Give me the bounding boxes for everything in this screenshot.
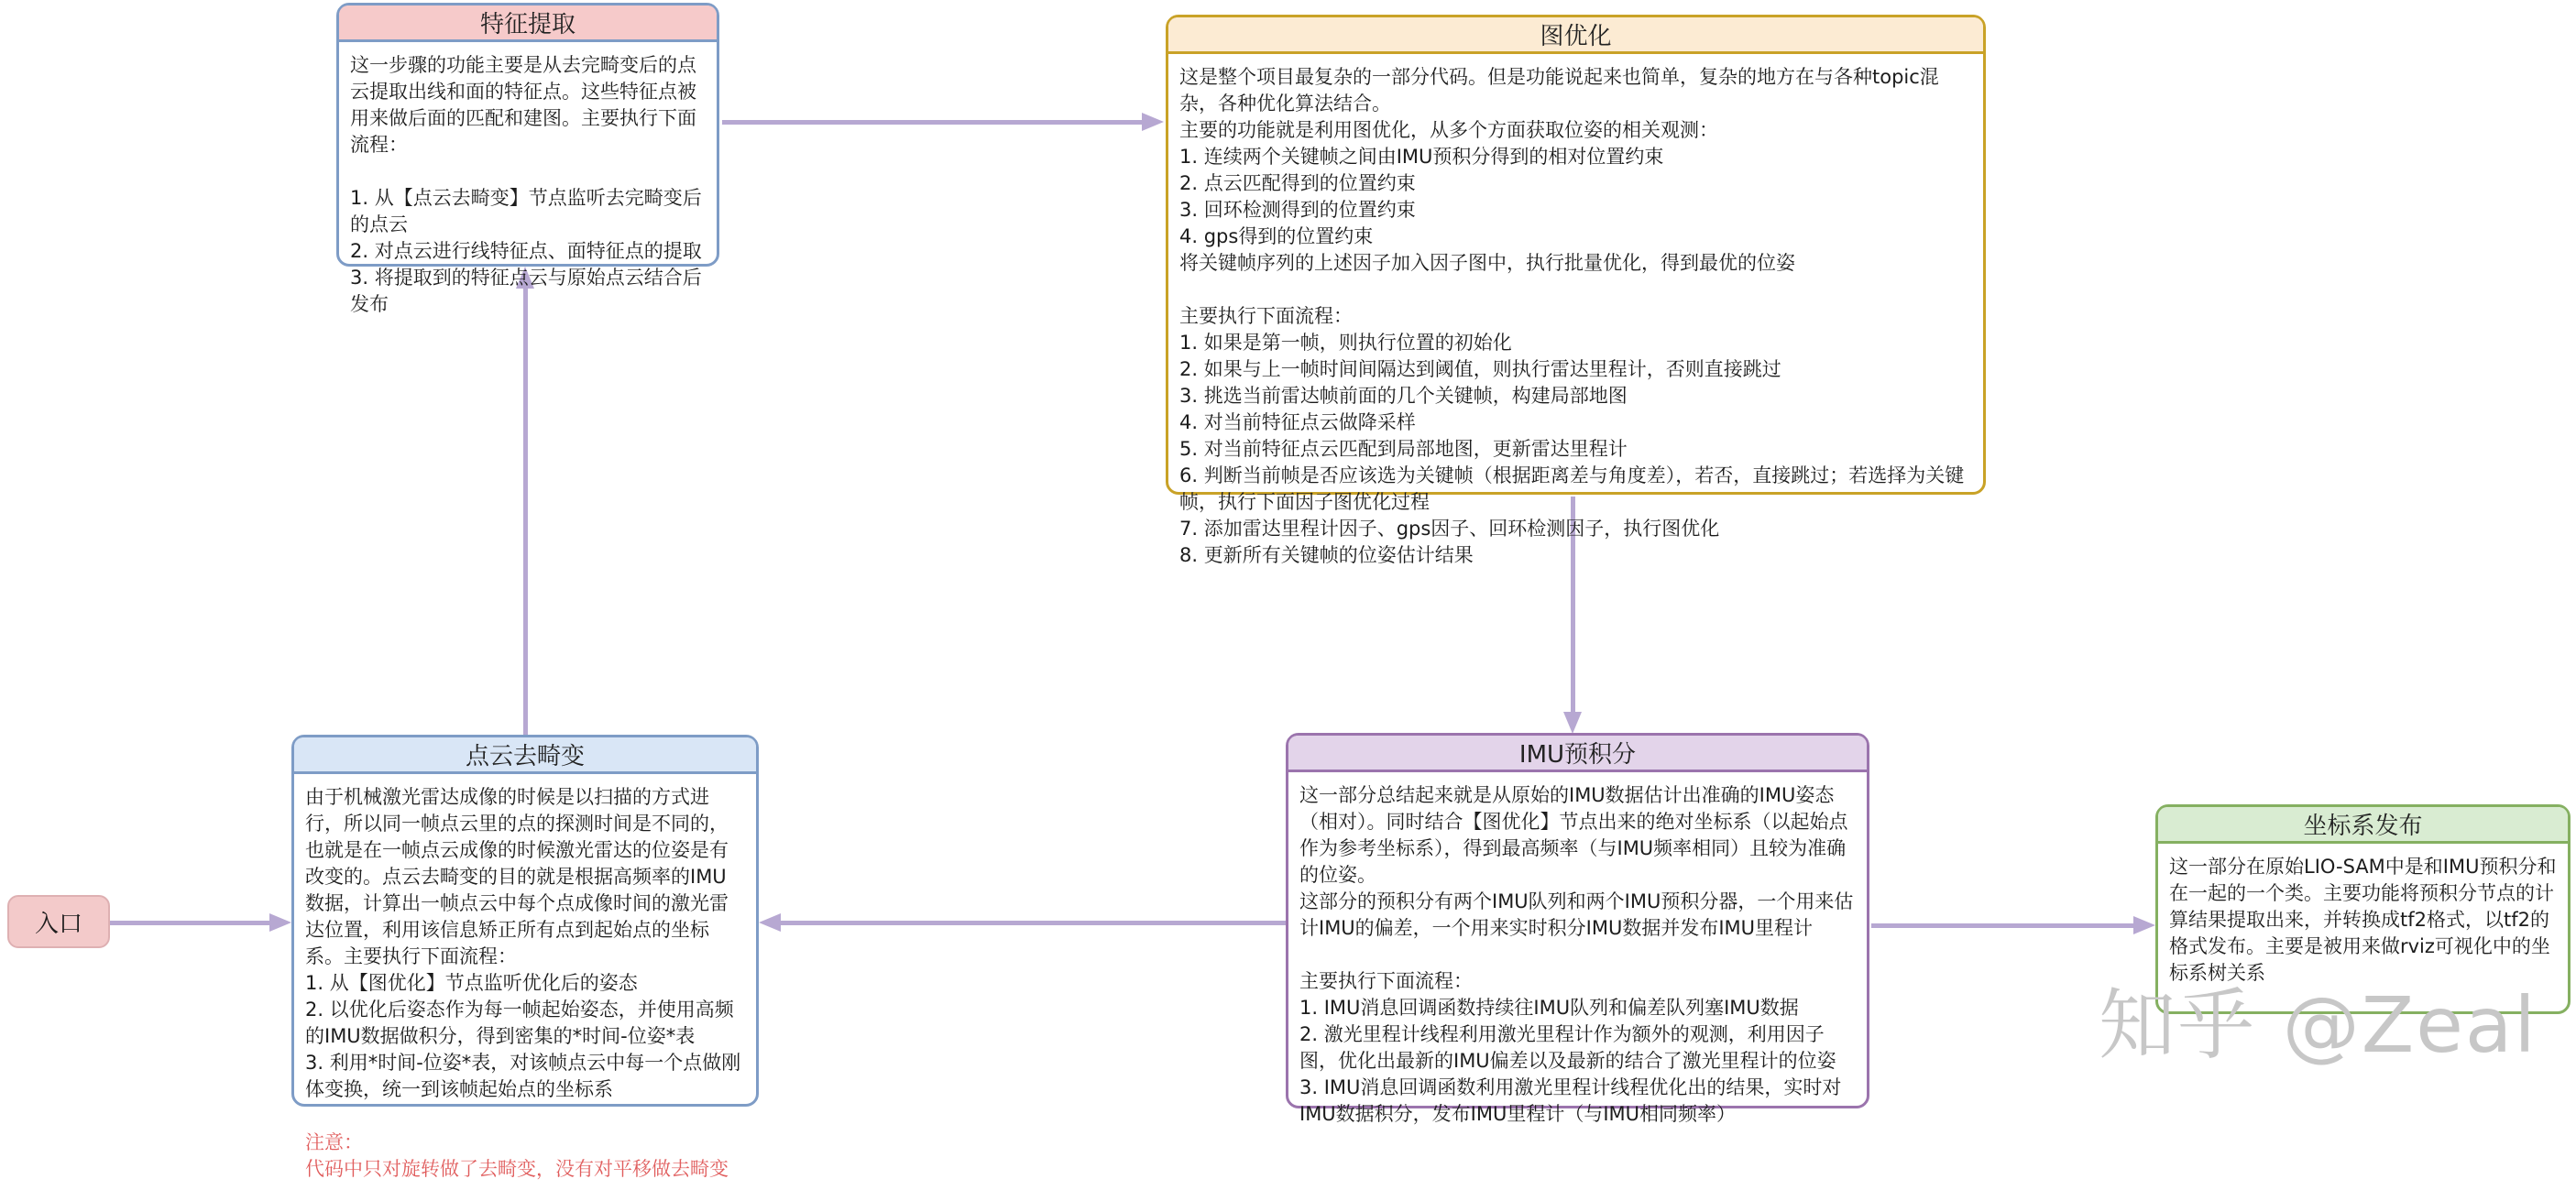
arrow-imu-to-deskew-line: [781, 921, 1286, 925]
arrow-imu-to-tf-line: [1871, 923, 2135, 928]
node-feature-extraction-body: 这一步骤的功能主要是从去完畸变后的点云提取出线和面的特征点。这些特征点被用来做后面的匹配和建图。主要执行下面流程： 1. 从【点云去畸变】节点监听去完畸变后的点云 2. 对点云进行线特征点、面特征点的提取 3. 将提取到的特征点云与原始点云结合后发布: [350, 54, 702, 315]
watermark: 知乎 @Zeal: [2099, 980, 2538, 1070]
arrow-entry-to-deskew-line: [110, 921, 271, 925]
node-graph-optimization: [1166, 15, 1986, 566]
arrow-deskew-to-feature-line: [523, 286, 528, 735]
node-feature-extraction: [336, 3, 719, 315]
arrow-feature-to-graph-line: [722, 120, 1144, 125]
node-entry-label: 入口: [34, 910, 82, 938]
node-feature-extraction-title: 特征提取: [339, 5, 717, 42]
node-tf-publish-body: 这一部分在原始LIO-SAM中是和IMU预积分和在一起的一个类。主要功能将预积分节点的计算结果提取出来，并转换成tf2格式，以tf2的格式发布。主要是被用来做rviz可视化中的坐标系树关系: [2169, 856, 2557, 984]
node-imu-preintegration-title: IMU预积分: [1288, 736, 1867, 772]
node-entry: [7, 895, 110, 948]
node-pointcloud-deskew: [291, 735, 759, 1180]
arrow-feature-to-graph-head: [1142, 113, 1164, 131]
arrow-graph-to-imu-head: [1563, 712, 1582, 734]
arrow-entry-to-deskew-head: [269, 913, 291, 932]
node-graph-optimization-title: 图优化: [1168, 17, 1983, 54]
arrow-imu-to-deskew-head: [759, 913, 781, 932]
node-pointcloud-deskew-note: 注意： 代码中只对旋转做了去畸变，没有对平移做去畸变: [305, 1131, 729, 1180]
node-tf-publish-title: 坐标系发布: [2158, 807, 2568, 844]
node-imu-preintegration: [1286, 733, 1869, 1125]
arrow-imu-to-tf-head: [2133, 916, 2155, 934]
node-graph-optimization-body: 这是整个项目最复杂的一部分代码。但是功能说起来也简单，复杂的地方在与各种topic混杂，各种优化算法结合。 主要的功能就是利用图优化，从多个方面获取位姿的相关观测： 1. 连续两个关键帧之间由IMU预积分得到的相对位置约束 2. 点云匹配得到的位置约束 3. 回环检测得到的位置约束 4. gps得到的位置约束 将关键帧序列的上述因子加入因子图中，执行批量优化，得到最优的位姿 主要执行下面流程： 1. 如果是第一帧，则执行位置的初始化 2. 如果与上一帧时间间隔达到阈值，则执行雷达里程计，否则直接跳过 3. 挑选当前雷达帧前面的几个关键帧，构建局部地图 4. 对当前特征点云做降采样 5. 对当前特征点云匹配到局部地图，更新雷达里程计 6. 判断当前帧是否应该选为关键帧（根据距离差与角度差），若否，直接跳过；若选择为关键帧，执行下面因子图优化过程 7. 添加雷达里程计因子、gps因子、回环检测因子，执行图优化 8. 更新所有关键帧的位姿估计结果: [1179, 66, 1965, 566]
node-pointcloud-deskew-title: 点云去畸变: [294, 737, 756, 774]
node-pointcloud-deskew-body: [294, 774, 756, 1190]
node-pointcloud-deskew-text: 由于机械激光雷达成像的时候是以扫描的方式进行，所以同一帧点云里的点的探测时间是不同的，也就是在一帧点云成像的时候激光雷达的位姿是有改变的。点云去畸变的目的就是根据高频率的IMU数据，计算出一帧点云中每个点成像时间的激光雷达位置，利用该信息矫正所有点到起始点的坐标系。主要执行下面流程： 1. 从【图优化】节点监听优化后的姿态 2. 以优化后姿态作为每一帧起始姿态，并使用高频的IMU数据做积分，得到密集的*时间-位姿*表 3. 利用*时间-位姿*表，对该帧点云中每一个点做刚体变换，统一到该帧起始点的坐标系: [305, 786, 741, 1100]
node-imu-preintegration-body: 这一部分总结起来就是从原始的IMU数据估计出准确的IMU姿态（相对）。同时结合【图优化】节点出来的绝对坐标系（以起始点作为参考坐标系），得到最高频率（与IMU频率相同）且较为准确的位姿。 这部分的预积分有两个IMU队列和两个IMU预积分器，一个用来估计IMU的偏差，一个用来实时积分IMU数据并发布IMU里程计 主要执行下面流程： 1. IMU消息回调函数持续往IMU队列和偏差队列塞IMU数据 2. 激光里程计线程利用激光里程计作为额外的观测，利用因子图，优化出最新的IMU偏差以及最新的结合了激光里程计的位姿 3. IMU消息回调函数利用激光里程计线程优化出的结果，实时对IMU数据积分，发布IMU里程计（与IMU相同频率）: [1299, 784, 1854, 1125]
